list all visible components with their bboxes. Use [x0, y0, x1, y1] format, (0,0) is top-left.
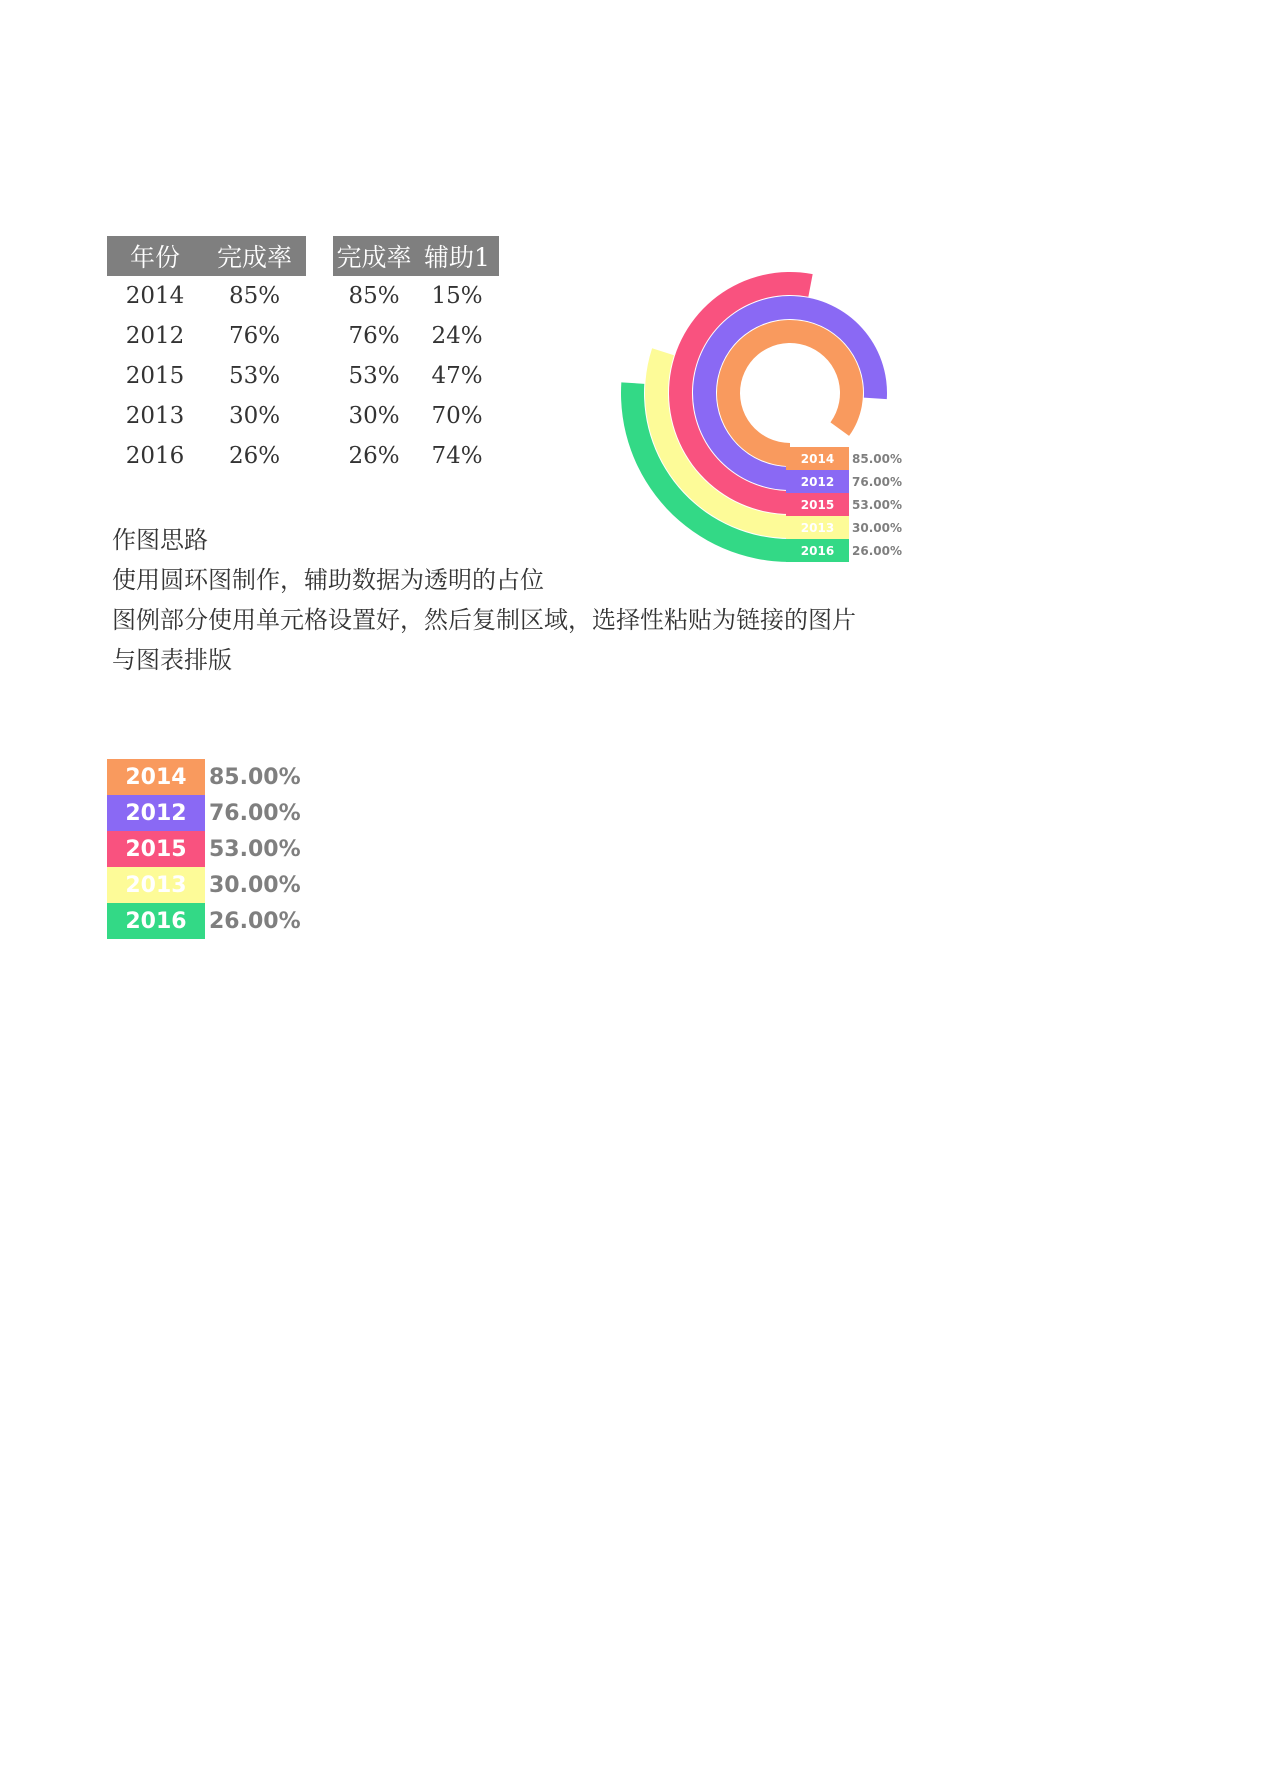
legend-year: 2013 — [786, 516, 849, 539]
cell-rate: 76% — [228, 323, 281, 349]
cell-helper: 74% — [431, 443, 483, 469]
cell-year: 2012 — [125, 323, 185, 349]
cell-helper: 70% — [431, 403, 483, 429]
table-row — [333, 396, 499, 436]
table-row — [333, 316, 499, 356]
legend-year: 2016 — [107, 903, 205, 939]
legend-year: 2016 — [786, 539, 849, 562]
notes-line: 与图表排版 — [112, 646, 232, 674]
legend-year: 2013 — [107, 867, 205, 903]
table-row — [107, 396, 306, 436]
table-row — [107, 356, 306, 396]
legend-row — [786, 516, 902, 539]
legend-percent: 26.00% — [852, 543, 902, 558]
legend-row — [786, 470, 902, 493]
data-table-year-rate — [107, 236, 306, 476]
legend-row — [107, 831, 301, 867]
legend-row — [107, 759, 301, 795]
legend-percent: 30.00% — [209, 872, 301, 898]
header-year: 年份 — [107, 236, 203, 276]
cell-rate: 26% — [228, 443, 281, 469]
cell-rate: 53% — [348, 363, 400, 389]
header-rate: 完成率 — [333, 236, 415, 276]
legend-row — [107, 867, 301, 903]
cell-year: 2016 — [125, 443, 185, 469]
cell-helper: 47% — [431, 363, 483, 389]
notes-title: 作图思路 — [112, 526, 208, 554]
ring-bar-2014 — [717, 320, 863, 466]
legend-year: 2014 — [786, 447, 849, 470]
header-rate: 完成率 — [203, 236, 306, 276]
legend-percent: 76.00% — [852, 474, 902, 489]
cell-rate: 26% — [348, 443, 400, 469]
table-row — [333, 276, 499, 316]
legend-row — [107, 795, 301, 831]
cell-rate: 85% — [228, 283, 281, 309]
legend-percent: 30.00% — [852, 520, 902, 535]
legend-percent: 53.00% — [209, 836, 301, 862]
table-row — [107, 316, 306, 356]
cell-rate: 53% — [228, 363, 281, 389]
cell-helper: 24% — [431, 323, 483, 349]
legend-cell-block — [107, 759, 301, 939]
table-row — [107, 276, 306, 316]
legend-percent: 76.00% — [209, 800, 301, 826]
cell-rate: 85% — [348, 283, 400, 309]
legend-row — [786, 493, 902, 516]
legend-year: 2014 — [107, 759, 205, 795]
cell-helper: 15% — [431, 283, 483, 309]
table-header-row — [107, 236, 306, 276]
notes-line: 使用圆环图制作，辅助数据为透明的占位 — [112, 566, 544, 594]
table-row — [333, 436, 499, 476]
notes-line: 图例部分使用单元格设置好，然后复制区域，选择性粘贴为链接的图片 — [112, 606, 856, 634]
table-row — [107, 436, 306, 476]
legend-percent: 85.00% — [209, 764, 301, 790]
legend-year: 2015 — [786, 493, 849, 516]
data-table-rate-helper — [333, 236, 499, 476]
chart-legend-small — [786, 447, 902, 562]
cell-year: 2013 — [125, 403, 185, 429]
legend-row — [786, 539, 902, 562]
cell-year: 2015 — [125, 363, 185, 389]
legend-row — [786, 447, 902, 470]
legend-year: 2012 — [107, 795, 205, 831]
cell-rate: 30% — [228, 403, 281, 429]
table-header-row — [333, 236, 499, 276]
legend-percent: 26.00% — [209, 908, 301, 934]
cell-rate: 76% — [348, 323, 400, 349]
legend-year: 2012 — [786, 470, 849, 493]
legend-percent: 53.00% — [852, 497, 902, 512]
legend-year: 2015 — [107, 831, 205, 867]
cell-rate: 30% — [348, 403, 400, 429]
table-row — [333, 356, 499, 396]
legend-percent: 85.00% — [852, 451, 902, 466]
cell-year: 2014 — [125, 283, 185, 309]
header-helper: 辅助1 — [415, 236, 499, 276]
legend-row — [107, 903, 301, 939]
